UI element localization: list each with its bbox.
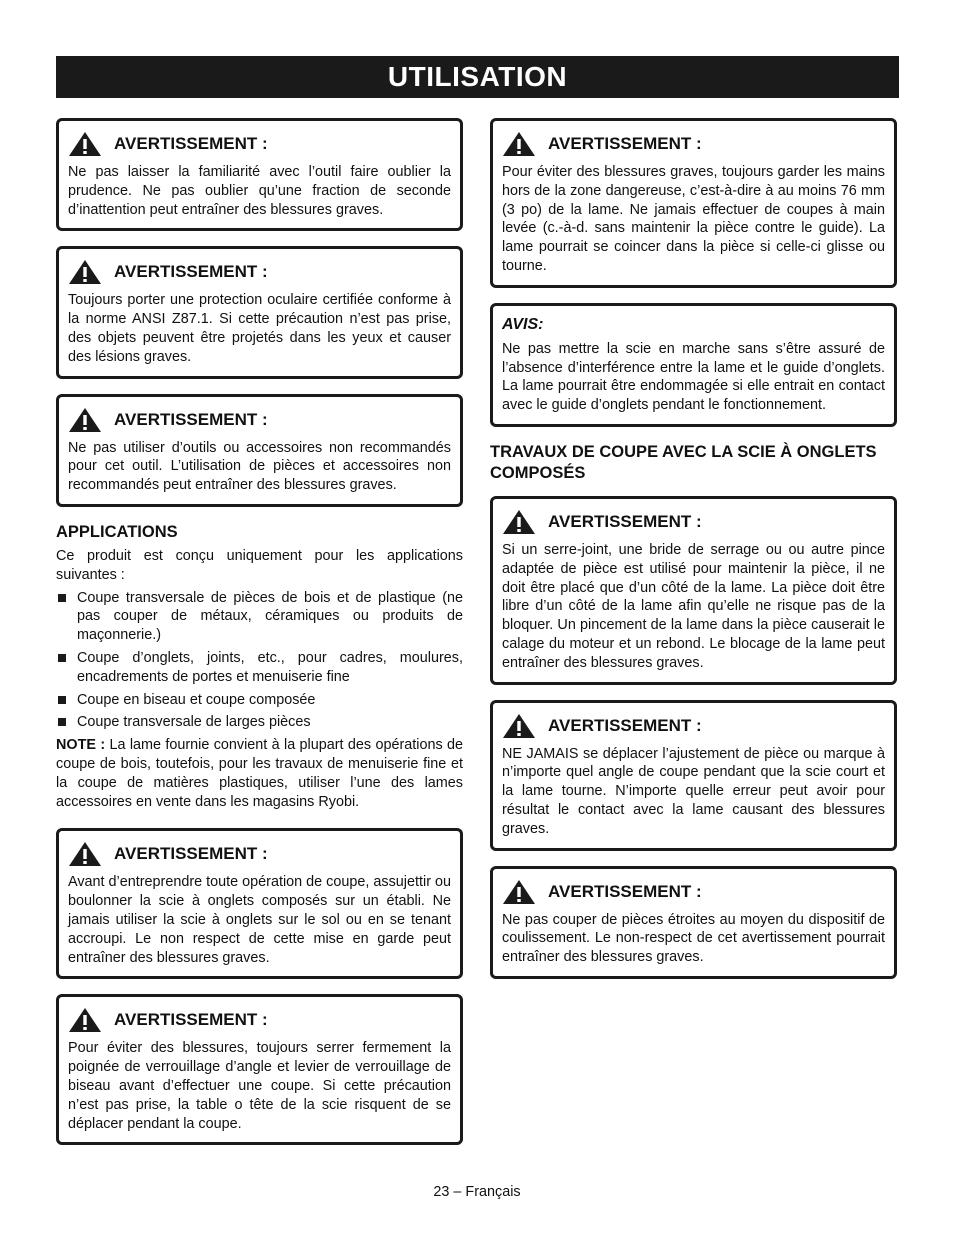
warning-header <box>68 257 451 287</box>
bullet-square-icon <box>58 654 66 662</box>
warning-box <box>490 866 897 979</box>
warning-title: AVERTISSEMENT : <box>548 511 702 531</box>
warning-triangle-icon <box>68 407 102 433</box>
right-column <box>490 118 897 994</box>
notice-text: Ne pas mettre la scie en marche sans s’être assuré de l’absence d’interférence entre la lame et le guide d’onglets. La lame pourrait être endommagée si elle entrait en contact avec le guide d’onglets pendant le fonctionnement. <box>502 340 885 414</box>
applications-intro: Ce produit est conçu uniquement pour les applications suivantes : <box>56 547 463 583</box>
warning-triangle-icon <box>68 841 102 867</box>
warning-text: Ne pas utiliser d’outils ou accessoires non recommandés pour cet outil. L’utilisation de pièces et accessoires non recommandés peut entraîner des blessures graves. <box>68 439 451 494</box>
warning-triangle-icon <box>502 509 536 535</box>
list-item <box>56 589 463 645</box>
warning-box <box>56 246 463 378</box>
warning-box <box>56 828 463 979</box>
warning-text: Toujours porter une protection oculaire certifiée conforme à la norme ANSI Z87.1. Si cette précaution n’est pas prise, des objets peuvent être projetés dans les yeux et causer des lésions graves. <box>68 292 451 365</box>
warning-box <box>490 496 897 685</box>
warning-text: Ne pas couper de pièces étroites au moyen du dispositif de coulissement. Le non-respect de cet avertissement pourrait entraîner des blessures graves. <box>502 911 885 966</box>
warning-header <box>68 405 451 435</box>
warning-title: AVERTISSEMENT : <box>548 881 702 901</box>
notice-title: AVIS: <box>502 315 544 333</box>
list-item-text: Coupe en biseau et coupe composée <box>77 691 316 708</box>
bullet-square-icon <box>58 696 66 704</box>
warning-header <box>502 711 885 741</box>
list-item <box>56 691 463 710</box>
warning-triangle-icon <box>68 1007 102 1033</box>
list-item <box>56 713 463 732</box>
page-title: UTILISATION <box>56 56 899 98</box>
applications-heading: APPLICATIONS <box>56 522 178 541</box>
warning-header <box>502 129 885 159</box>
notice-box <box>490 303 897 427</box>
warning-box <box>56 394 463 507</box>
warning-header <box>502 877 885 907</box>
warning-title: AVERTISSEMENT : <box>548 715 702 735</box>
warning-text: Si un serre-joint, une bride de serrage ou ou autre pince adaptée de pièce est utilisé pour maintenir la pièce, il ne doit être placé que d’un côté de la lame. La pièce doit être libre d’un côté de la lame afin qu’elle ne risque pas de la bloquer. Un pincement de la lame dans la pièce causerait le calage du moteur et un rebond. Le blocage de la lame peut entraîner des blessures graves. <box>502 541 885 671</box>
warning-box <box>56 994 463 1145</box>
warning-text: Ne pas laisser la familiarité avec l’outil faire oublier la prudence. Ne pas oublier qu’une fraction de seconde d’inattention peut entraîner des blessures graves. <box>68 164 451 218</box>
warning-title: AVERTISSEMENT : <box>114 409 268 429</box>
bullet-square-icon <box>58 718 66 726</box>
warning-box <box>490 118 897 288</box>
warning-text: Avant d’entreprendre toute opération de coupe, assujettir ou boulonner la scie à onglets composés sur un établi. Ne jamais utiliser la scie à onglets sur le sol ou en se tenant accroupi. Le non respect de cette mise en garde peut entraîner des blessures graves. <box>68 874 451 966</box>
page-footer: 23 – Français <box>433 1184 521 1200</box>
warning-title: AVERTISSEMENT : <box>114 844 268 864</box>
bullet-square-icon <box>58 594 66 602</box>
note-paragraph <box>56 736 463 811</box>
warning-title: AVERTISSEMENT : <box>548 134 702 153</box>
warning-text: Pour éviter des blessures, toujours serrer fermement la poignée de verrouillage d’angle et levier de verrouillage de biseau avant d’effectuer une coupe. Si cette précaution n’est pas prise, la table o tête de la scie risquent de se déplacer pendant la coupe. <box>68 1040 451 1132</box>
warning-header <box>68 129 451 159</box>
list-item-text: Coupe transversale de pièces de bois et de plastique (ne pas couper de métaux, céramiques ou produits de maçonnerie.) <box>77 589 463 644</box>
warning-triangle-icon <box>68 131 102 157</box>
section-heading: TRAVAUX DE COUPE AVEC LA SCIE À ONGLETS COMPOSÉS <box>490 442 877 482</box>
warning-text: NE JAMAIS se déplacer l’ajustement de pièce ou marque à n’importe quel angle de coupe pendant que la scie court et la lame tourne. N’importe quelle erreur peut avoir pour résultat le contact avec la lame causant des blessures graves. <box>502 745 885 837</box>
list-item <box>56 649 463 687</box>
warning-header <box>68 839 451 869</box>
warning-box <box>56 118 463 231</box>
note-text: La lame fournie convient à la plupart des opérations de coupe de bois, toutefois, pour les travaux de menuiserie fine et la coupe de matières plastiques, utiliser l’une des lames accessoires en vente dans les magasins Ryobi. <box>56 737 464 810</box>
warning-triangle-icon <box>68 259 102 285</box>
warning-triangle-icon <box>502 131 536 157</box>
warning-header <box>68 1005 451 1035</box>
warning-triangle-icon <box>502 879 536 905</box>
left-column <box>56 118 463 1160</box>
list-item-text: Coupe d’onglets, joints, etc., pour cadres, moulures, encadrements de portes et menuiserie fine <box>77 649 463 685</box>
warning-triangle-icon <box>502 713 536 739</box>
warning-title: AVERTISSEMENT : <box>114 262 268 282</box>
warning-header <box>502 507 885 537</box>
warning-title: AVERTISSEMENT : <box>114 1010 268 1030</box>
warning-box <box>490 700 897 851</box>
warning-title: AVERTISSEMENT : <box>114 134 268 153</box>
list-item-text: Coupe transversale de larges pièces <box>77 714 311 731</box>
note-label: NOTE : <box>56 737 106 754</box>
applications-list <box>56 589 463 733</box>
warning-text: Pour éviter des blessures graves, toujours garder les mains hors de la zone dangereuse, c’est-à-dire à au moins 76 mm (3 po) de la lame. Ne jamais effectuer de coupes à main levée (c.-à-d. sans maintenir la pièce contre le guide). La lame pourrait se coincer dans la pièce si celle-ci glisse ou tourne. <box>502 164 885 274</box>
